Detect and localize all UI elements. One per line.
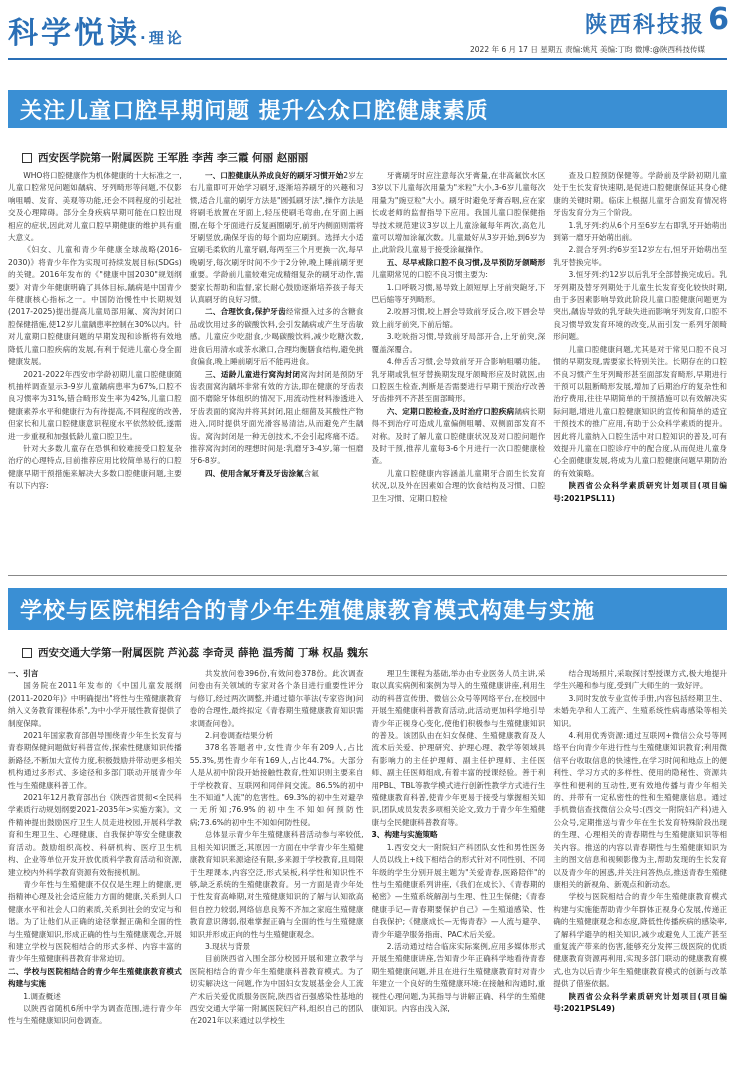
dateline: 2022 年 6 月 17 日 星期五 责编:姚芃 美编:丁昀 微博:@陕西科技传媒 [470,45,705,54]
article1-banner [8,90,727,128]
section-heading: 3、构建与实施策略 [371,830,438,840]
article2-column-3 [372,668,546,1068]
article1-column-1 [8,170,182,565]
section-heading: 三、适龄儿童进行窝沟封闭 [204,369,301,379]
article-separator [8,575,727,576]
paragraph: 1.乳牙列:约从6个月至6岁左右即乳牙开始萌出到第一磨牙开始萌出前。 [553,220,727,243]
paragraph [8,966,182,991]
section-heading: 二、学校与医院相结合的青少年生殖健康教育模式构建与实施 [8,966,182,989]
paragraph: 儿童口腔健康问题,尤其是对于常见口腔不良习惯的早期发现,需要家长特别关注。长期存在的口腔不良习惯产生牙列畸形甚至面部发育畸形,早期进行干预可以阻断畸形发展,增加了后期治疗的复杂性和治疗费用,往往早期简单的干预措施可以有效解决实际问题,增进儿童口腔健康知识的宣传和简单的适宜干预技术的推广应用,有助于公众科学素质的提升。因此将儿童纳入口腔生活中对口腔知识的普及,可有效提升儿童在口腔诊疗中的配合度,从而促进儿童身心全面健康发展,将成为儿童口腔健康问题早期防治的有效策略。 [553,344,727,478]
section-subtitle: ·理论 [140,29,185,47]
paragraph: 青少年性与生殖健康不仅仅是生理上的健康,更指精神心理及社会适应能力方面的健康,关系到人口健康水平和社会人口的素质,关系到社会的安定与和谐。为了让他们从正确的途径掌握正确和全面的性与生殖健康知识,形成正确的性与生殖健康观念,开展和建立学校与医院相结合的形式多样、内容丰富的青少年生殖健康科普教育非常迫切。 [8,879,182,964]
section-heading: 六、定期口腔检查,及时治疗口腔疾病 [386,406,515,416]
article2-column-4 [553,668,727,1068]
paragraph: 四、使用含氟牙膏及牙齿涂氟含氟 [204,468,319,478]
paragraph: 2.混合牙列:约6岁至12岁左右,恒牙开始萌出至乳牙替换完毕。 [553,245,727,267]
section-heading: 一、引言 [8,669,39,678]
header-rule [8,58,727,60]
article2-body [8,668,727,1068]
paragraph: 2.活动通过结合临床实际案例,应用多媒体形式开展生殖健康讲座,告知青少年正确科学地看待青春期生殖健康问题,并且在进行生殖健康教育时对青少年建立一个良好的生殖健康环境:在接触和沟通时,重视性心理问题,为其指导与讲解正确、科学的生殖健康知识。内容由浅入深, [371,941,546,1013]
article1-authors: 西安医学院第一附属医院 王军胜 李茜 李三霞 何丽 赵丽丽 [22,150,308,165]
paragraph: 2.问卷调查结果分析 [204,731,273,741]
paragraph: 3.吃吮指习惯,导致前牙局部开合,上牙前突,深覆盖深覆合。 [371,332,546,354]
paragraph: 2021年12月教育部出台《陕西省贯彻<全民科学素质行动规划纲要2021-2035年>实施方案》。文件精神提出鼓励医疗卫生人员走进校园,开展科学教育和生理卫生、心理健康、自我保护等安全健康教育活动。鼓励组织高校、科研机构、医疗卫生机构、企业等单位开发开放优质科学教育活动和资源,建立校内外科学教育资源有效衔接机制。 [8,793,182,877]
paragraph: 1.西安交大一附院妇产科团队女性和男性医务人员以线上+线下相结合的形式针对不同性别、不同年级的学生分别开展主题为"关爱青春,医路陪伴"的性与生殖健康系列讲座,《我们在成长》、《青春期的秘密》—生殖系统解剖与生理、性卫生保健;《青春健康手记—青春期要保护自己》—生殖道感染、性自我保护;《健康成长—无悔青春》—人流与避孕、青少年避孕服务指南、PAC术后关爱。 [371,842,546,939]
paragraph: WHO将口腔健康作为机体健康的十大标准之一,儿童口腔常见问题如龋病、牙列畸形等问题,不仅影响咀嚼、发育、美观等功能,还会不同程度的引起社交及心理障碍。部分全身疾病早期可能在口腔出现相应的症状,因此对儿童口腔早期健康的维护具有重大意义。 [8,171,182,243]
paragraph: 《妇女、儿童和青少年健康全球战略(2016-2030)》将青少年作为实现可持续发展目标(SDGs)的关键。2016年发布的《"健康中国2030"规划纲要》对青少年健康明确了具体目标,龋病是中国青少年健康核心指标之一。中国防治慢性中长期规划(2017-2025)提出提高儿童局部用氟、窝沟封闭口腔保健措施,使12岁儿童龋患率控制在30%以内。针对儿童期口腔健康问题的早期发现和诊断将有效地降低儿童口腔疾病的发展,有利于促进儿童心身全面健康发展。 [8,245,182,367]
paragraph: 378名答题者中,女性青少年有209人,占比55.3%,男性青少年有169人,占比44.7%。大部分人是从初中阶段开始接触性教育,性知识则主要来自于学校教育、互联网和同伴间交流。86.5%的初中生不知道"人流"的危害性。69.3%的初中生对避孕一无所知;76.9%的初中生不知如何预防性病;73.6%的初中生不知如何防性侵。 [189,743,364,827]
paragraph: 3.现状与背景 [204,941,251,951]
article2-authors: 西安交通大学第一附属医院 芦沁蕊 李奇灵 薛艳 温秀蔺 丁琳 权晶 魏东 [22,645,368,660]
article2-title: 学校与医院相结合的青少年生殖健康教育模式构建与实施 [20,598,596,624]
paragraph: 1.调查概述 [23,991,61,1001]
section-heading: 五、尽早戒除口腔不良习惯,及早预防牙颌畸形 [386,257,546,267]
article1-column-2 [190,170,364,565]
paragraph: 1.口呼吸习惯,易导致上颌短厚上牙前突龅牙,下巴后缩等牙列畸形。 [371,282,546,305]
paragraph: 结合现场照片,采取探讨型授课方式,极大地提升学生兴趣和参与度,受到广大师生的一致好评。 [553,669,727,691]
paragraph: 理卫生课程为基础,举办由专业医务人员主讲,采取以真实病例和案例为导入的生殖健康讲座,利用生动的科普宣传册、微信公众号等网络平台,在校园中开展生殖健康科普教育活动,此活动更加科学地引导青少年正视身心变化,使他们积极参与生殖健康知识的普及。该团队由在妇女保健、生殖健康教育及人流术后关爱、护理研究、护理心理、教学等领域具有影响力的主任护理师、副主任护理师、主任医师、副主任医师组成,有着丰富的授课经验。善于利用PBL、TBL等教学模式进行创新性教学方式进行生殖健康教育科普,使青少年更易于接受与掌握相关知识,团队成员发表多项相关论文,致力于青少年生殖健康与全民健康科普教育等。 [371,669,546,827]
square-icon [22,153,32,163]
paragraph: 查及口腔预防保健等。学龄前及学龄初期儿童处于生长发育快速期,是促进口腔健康保证其身心健康的关键时期。临床上根据儿童牙合面发育情况将牙齿发育分为三个阶段。 [553,171,727,218]
section-heading: 四、使用含氟牙膏及牙齿涂氟 [204,468,304,478]
section-heading: 一、口腔健康从养成良好的刷牙习惯开始 [204,171,344,180]
paragraph: 陕西省公众科学素质研究计划项目(项目编号:2021PSL49) [553,991,727,1013]
paragraph: 三、适龄儿童进行窝沟封闭窝沟封闭是预防牙齿表面窝沟龋坏非常有效的方法,即在健康的牙齿表面不磨除牙体组织的情况下,用流动性材料渗透进入牙齿表面的窝沟并将其封闭,阻止细菌及其酸性产物进入,同时提供牙面光滑容易清洁,从而避免产生龋齿。窝沟封闭是一种无创技术,不会引起疼痛不适。推荐窝沟封闭的理想时间是:乳磨牙3-4岁,第一恒磨牙6-8岁。 [189,369,364,466]
paragraph: 总体显示青少年生殖健康科普活动参与率较低,且相关知识匮乏,其原因一方面在中学青少年生殖健康教育知识来源途径有限,多来源于学校教育,且局限于生理课本,内容空泛,形式呆板,科学性和知识性不够,缺乏系统的生殖健康教育。另一方面是青少年处于性发育高峰期,对生殖健康知识的了解与认知欲高但自控力较弱,网络信息良莠不齐加之家庭生殖健康教育意识薄弱,很难掌握正确与全面的性与生殖健康知识并形成正向的性与生殖健康观念。 [189,830,364,939]
paragraph [8,668,182,680]
paragraph: 牙膏刷牙时应注意每次牙膏量,在非高氟饮水区3岁以下儿童每次用量为"米粒"大小,3-6岁儿童每次用量为"豌豆粒"大小。刷牙时避免牙膏吞咽,应在家长或老师的监督指导下应用。我国儿童口腔保健指导技术规范建议3岁以上儿童涂氟每年两次,高危儿童可以增加涂氟次数。儿童最好从3岁开始,到6岁为止,此阶段儿童易于接受涂氟操作。 [371,171,546,255]
paragraph: 以陕西省随机6所中学为调查范围,进行青少年性与生殖健康知识问卷调查。 [8,1003,182,1026]
paragraph [372,829,546,841]
article2-column-1 [8,668,182,1068]
paragraph: 针对大多数儿童存在恐惧和较难接受口腔复杂治疗的心理特点,目前推荐应用比较简单易行的口腔健康早期干预措施来解决大多数口腔健康问题,主要有以下内容: [8,443,182,491]
paragraph: 3.恒牙列:约12岁以后乳牙全部替换完成后。乳牙列期及替牙列期处于儿童生长发育变化较快时期,由于多因素影响导致此阶段儿童口腔健康问题更为突出,龋齿导致的乳牙缺失进而影响牙列发育,口腔不良习惯导致发育环境的改变,从而引发一系列牙颌畸形问题。 [553,270,727,342]
paragraph: 一、口腔健康从养成良好的刷牙习惯开始2岁左右儿童即可开始学习刷牙,逐渐培养刷牙的兴趣和习惯,适合儿童的刷牙方法是"圆弧刷牙法",操作方法是将刷毛放置在牙面上,轻压使刷毛弯曲,在牙面上画圈,在每个牙面进行反复画圈刷牙,前牙内侧面则需将牙刷竖放,确保牙齿的每个面均应刷到。选择大小适宜刷毛柔软的儿童牙刷,每两至三个月更换一次,每早晚刷牙,每次刷牙时间不少于2分钟,晚上睡前刷牙更重要。学龄前儿童较难完成精细复杂的刷牙动作,需要家长帮助和监督,家长耐心鼓励逐渐培养孩子每天认真刷牙的良好习惯。 [189,171,364,305]
paragraph: 六、定期口腔检查,及时治疗口腔疾病龋病长期得不到治疗可造成儿童偏侧咀嚼、双侧面部发育不对称。及时了解儿童口腔健康状况及对口腔问题作及时干预,推荐儿童每3-6个月进行一次口腔健康检查。 [371,406,546,466]
page-number: 6 [708,2,729,37]
paragraph: 共发放问卷396份,有效问卷378份。此次调查问卷由有关领域的专家对各个条目进行重要性评分与修订,经过两次调整,并通过德尔菲法(专家咨询)问卷的合理性,最终拟定《青春期生殖健康教育知识需求调查问卷》。 [189,669,364,728]
square-icon [22,648,32,658]
paragraph: 儿童口腔健康内容涵盖儿童期牙合面生长发育状况,以及外在因素如合理的饮食结构及习惯、口腔卫生习惯、定期口腔检 [371,468,546,503]
paragraph: 2.咬唇习惯,咬上唇会导致前牙反合,咬下唇会导致上前牙前突,下前后缩。 [371,307,546,329]
paragraph: 目前陕西省入围全部分校园开展和建立教学与医院相结合的青少年生殖健康科普教育模式。为了切实解决这一问题,作为中国妇女发展基金会人工流产术后关爱优质服务医院,陕西省百强感染性基地的西安交通大学第一附属医院妇产科,组织自己的团队在2021年以来通过以学校生 [189,954,364,1026]
article1-body [8,170,727,565]
article1-title: 关注儿童口腔早期问题 提升公众口腔健康素质 [20,98,489,124]
paragraph: 4.伸舌舌习惯,会导致前牙开合影响咀嚼功能。乳牙期或乳恒牙替换期发现牙颌畸形应及时就医,由口腔医生检查,判断是否需要进行早期干预治疗改善牙齿排列不齐甚至面部畸形。 [371,357,546,404]
article2-banner [8,588,727,630]
section-title: 科学悦读·理论 [8,16,185,51]
paragraph: 3.同时发放专业宣传手册,内容包括经期卫生、未婚先孕和人工流产、生殖系统性病毒感染等相关知识。 [553,693,727,728]
paragraph: 国务院在2011年发布的《中国儿童发展纲(2011-2020年)》中明确提出"将性与生殖健康教育纳入义务教育课程体系",为中小学开展性教育提供了制度保障。 [8,681,182,728]
article1-column-4 [553,170,727,565]
paragraph: 学校与医院相结合的青少年生殖健康教育模式构建与实施能帮助青少年群体正视身心发展,传递正确的生殖健康观念和态度,降低性传播疾病的感染率,了解科学避孕的相关知识,减少或避免人工流产甚至重复流产带来的伤害,能够充分发挥三级医院的优质健康教育资源再利用,实现多部门联动的健康教育模式,也为以后青少年生殖健康教育模式的创新与改革提供了借鉴依据。 [553,892,727,989]
article1-column-3 [372,170,546,565]
paragraph: 4.利用优秀资源:通过互联网+微信公众号等网络平台向青少年进行性与生殖健康知识教育;利用微信平台收取信息的快速性,在学习时间和地点上的便利性、学习方式的多样性、使用的隐秘性、资源共享性和便利的互动性,更有效地传播与青少年相关的、并带有一定私密性的性和生殖健康信息。通过手机微信查找微信公众号:(西交一附院妇产科)进入公众号,定期推送与青少年在生长发育特殊阶段出现的生理、心理相关的青春期性与生殖健康知识等相关内容。推送的内容以青春期性与生殖健康知识为主的图文信息和视频影像为主,帮助发现的生长发育以及青少年的困惑,并关注问答热点,推送青春生殖健康相关的新视角、新观点和新动态。 [553,731,727,889]
newspaper-brand: 陕西科技报 [584,12,705,38]
paragraph: 2021-2022年西安市学龄初期儿童口腔健康随机抽样调查显示3-9岁儿童龋病患率为67%,口腔不良习惯率为31%,错合畸形发生率为42%,儿童口腔健康素养水平和健康行为有待提高,不同程度的改善,但家长和儿童口腔健康意识程度水平依然较低,遂需进一步重视和加强低龄儿童口腔卫生。 [8,369,182,441]
paragraph: 陕西省公众科学素质研究计划项目(项目编号:2021PSL11) [553,481,727,503]
paragraph: 2021年国家教育部倡导围绕青少年生长发育与青春期保健问题做好科普宣传,探索性健康知识传播新路径,不断加大宣传力度,积极鼓励并带动更多相关机构通过多形式、多途径和多部门联动开展青少年性与生殖健康科普工作。 [8,731,182,790]
section-heading: 二、合理饮食,保护牙齿 [204,307,286,317]
article2-column-2 [190,668,364,1068]
paragraph: 二、合理饮食,保护牙齿经常摄入过多的含糖食品或饮用过多的碳酸饮料,会引发龋病或产生牙齿敏感。儿童应少吃甜食,少喝碳酸饮料,减少吃糖次数,进食后用清水或茶水漱口,合理均衡膳食结构,避免挑食偏食,晚上睡前刷牙后不能再进食。 [189,307,364,367]
paragraph: 五、尽早戒除口腔不良习惯,及早预防牙颌畸形儿童期常见的口腔不良习惯主要为: [371,257,546,280]
